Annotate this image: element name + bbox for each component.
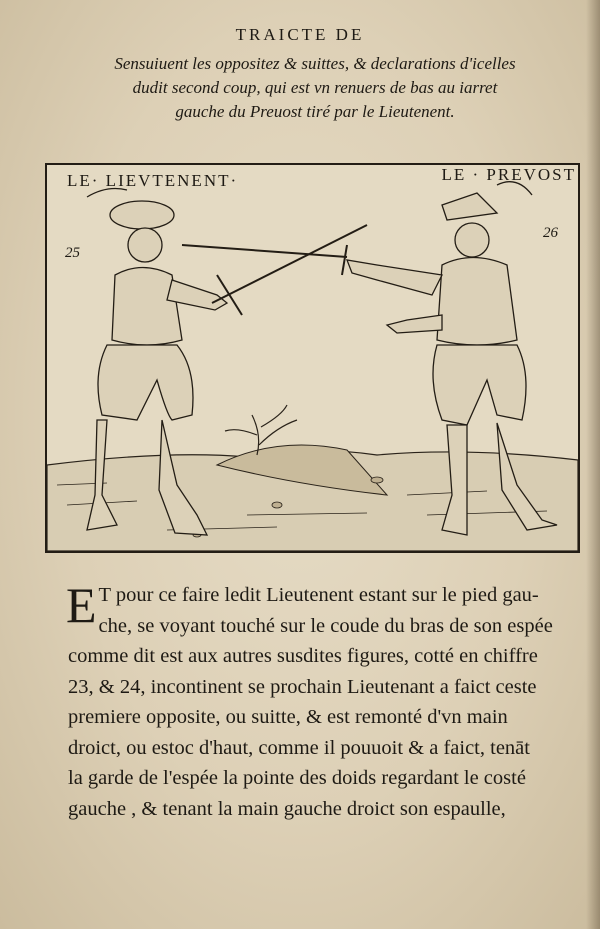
body-paragraph [66,577,568,824]
text-line: T pour ce faire ledit Lieutenent estant sur le pied gau- [98,584,539,606]
drop-capital: E [66,577,97,633]
text-line: comme dit est aux autres susdites figures, cotté en chiffre [68,645,538,667]
text-line: gauche , & tenant la main gauche droict son espaulle, [68,797,506,820]
text-line: 23, & 24, incontinent se prochain Lieutenant a faict ceste [68,675,537,698]
page-edge-shadow [586,0,600,929]
figure-label-lieutenent: LE· LIEVTENENT· [67,171,239,190]
fencing-woodcut-illustration [45,163,580,553]
text-line: premiere opposite, ou suitte, & est remonté d'vn main [68,706,508,728]
text-line: la garde de l'espée la pointe des doids regardant le costé [68,767,526,789]
figure-number-right: 26 [543,225,558,241]
running-head: TRAICTE DE [235,25,365,44]
figure-number-left: 25 [65,245,80,261]
figure-caption [60,52,570,124]
caption-line: Sensuiuent les oppositez & suittes, & declarations d'icelles [114,54,516,73]
text-line: che, se voyant touché sur le coude du bras de son espée [98,614,553,637]
woodcut-drawing [47,165,578,551]
caption-line: dudit second coup, qui est vn renuers de bas au iarret [132,78,498,97]
figure-label-prevost: LE · PREVOST [441,165,576,184]
text-line: droict, ou estoc d'haut, comme il pouuoit & a faict, tenāt [68,736,530,759]
caption-line: gauche du Preuost tiré par le Lieutenent. [175,102,455,121]
